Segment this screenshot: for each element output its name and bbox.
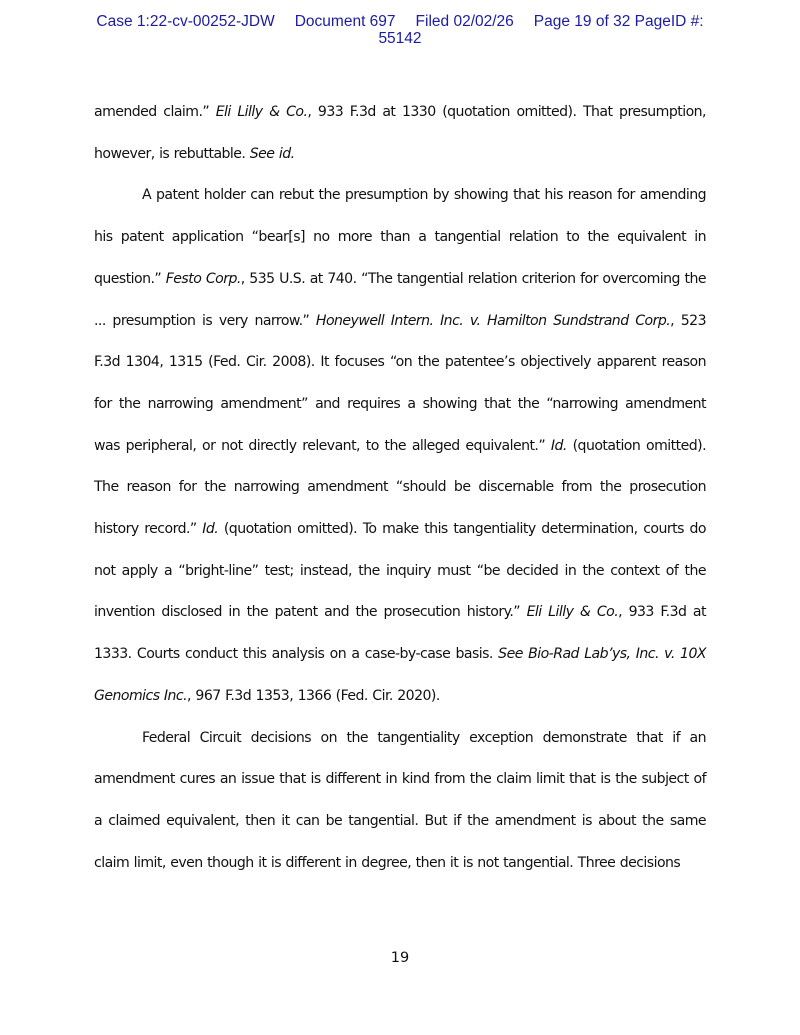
case-citation: Festo Corp.	[165, 270, 241, 287]
paragraph-continued: amended claim.” Eli Lilly & Co., 933 F.3d at 1330 (quotation omitted). That presumption, however, is rebuttable. See id.	[94, 104, 706, 162]
page-number: 19	[390, 950, 410, 966]
case-citation: Eli Lilly & Co.	[526, 604, 619, 621]
filed-date: Filed 02/02/26	[415, 13, 514, 30]
case-citation: Eli Lilly & Co.	[215, 104, 308, 120]
page-of-pages: Page 19 of 32 PageID #:	[533, 13, 704, 30]
case-citation: See Bio-Rad Lab’ys, Inc. v. 10X Genomics Inc.	[94, 646, 706, 704]
case-citation: Honeywell Intern. Inc. v. Hamilton Sundstrand Corp.	[315, 312, 671, 329]
document-number: Document 697	[294, 13, 396, 30]
paragraph-federal-circuit: Federal Circuit decisions on the tangentiality exception demonstrate that if an amendment cures an issue that is different in kind from the claim limit that is the subject of a claimed equivalent, then it can be tangential. But if the amendment is about the same claim limit, even though it is different in degree, then it is not tangential. Three decisions	[94, 729, 706, 871]
page-id: 55142	[378, 30, 422, 47]
paragraph-tangential-relation: A patent holder can rebut the presumption by showing that his reason for amending his patent application “bear[s] no more than a tangential relation to the equivalent in question.” Festo Corp., 535 U.S. at 740. “The tangential relation criterion for overcoming the ... presumption is very narrow.” Honeywell Intern. Inc. v. Hamilton Sundstrand Corp., 523 F.3d 1304, 1315 (Fed. Cir. 2008). It focuses “on the patentee’s objectively apparent reason for the narrowing amendment” and requires a showing that the “narrowing amendment was peripheral, or not directly relevant, to the alleged equivalent.” Id. (quotation omitted). The reason for the narrowing amendment “should be discernable from the prosecution history record.” Id. (quotation omitted). To make this tangentiality determination, courts do not apply a “bright-line” test; instead, the inquiry must “be decided in the context of the invention disclosed in the patent and the prosecution history.” Eli Lilly & Co., 933 F.3d at 1333. Courts conduct this analysis on a case-by-case basis. See Bio-Rad Lab’ys, Inc. v. 10X Genomics Inc., 967 F.3d 1353, 1366 (Fed. Cir. 2020).	[94, 187, 706, 704]
ecf-header-line	[0, 13, 800, 30]
case-citation: Id.	[550, 437, 567, 454]
ecf-filing-header	[0, 13, 800, 47]
case-citation: See id.	[249, 145, 295, 162]
case-citation: Id.	[202, 521, 219, 538]
document-body	[94, 92, 706, 884]
case-number: Case 1:22-cv-00252-JDW	[96, 13, 275, 30]
